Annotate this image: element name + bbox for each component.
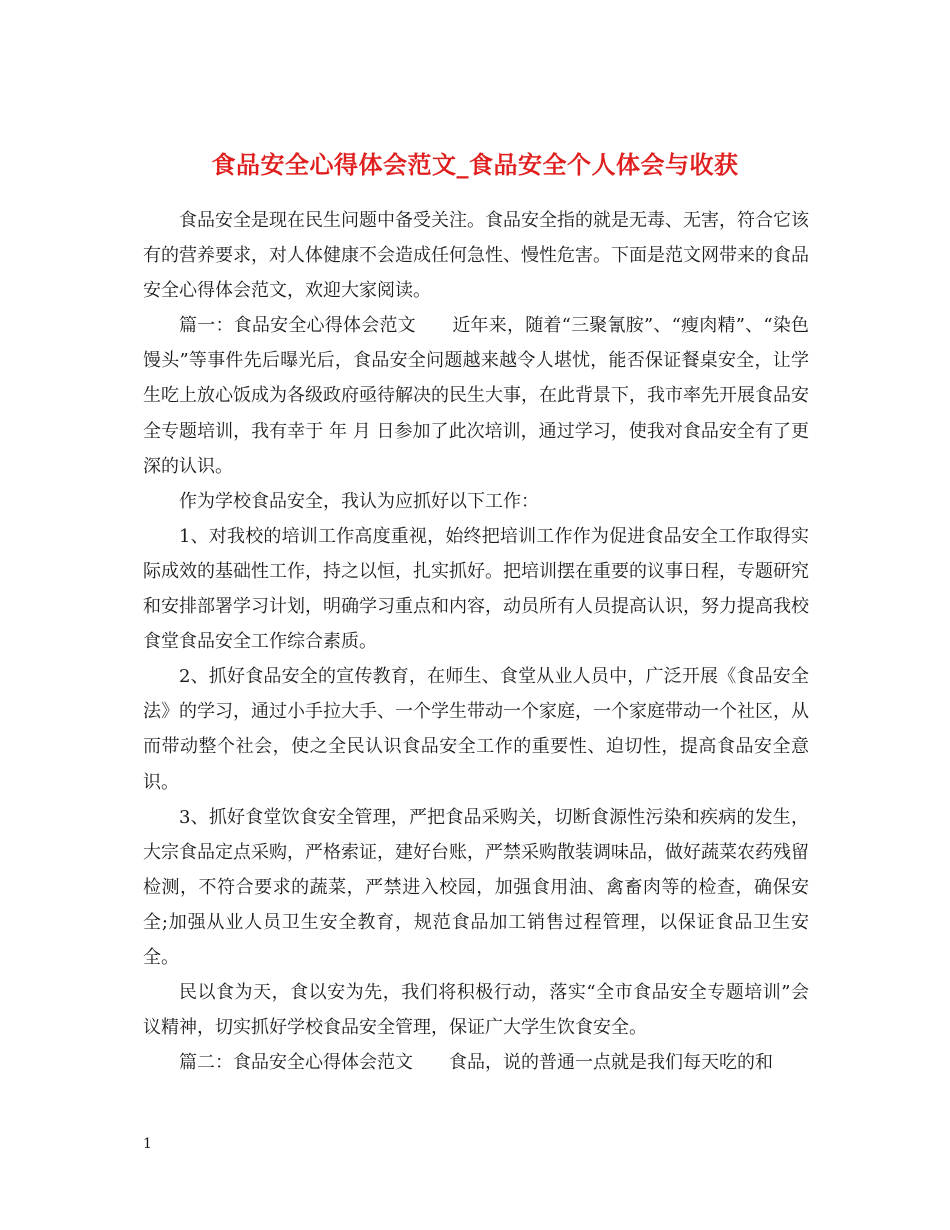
paragraph-part-one: 篇一：食品安全心得体会范文 近年来，随着“三聚氰胺”、“瘦肉精”、“染色馒头”等事件先后曝光后，食品安全问题越来越令人堪忧，能否保证餐桌安全，让学生吃上放心饭成为各级政府亟待解决的民生大事，在此背景下，我市率先开展食品安全专题培训，我有幸于 年 月 日参加了此次培训，通过学习，使我对食品安全有了更深的认识。	[143, 315, 809, 477]
page-number: 1	[143, 1136, 152, 1152]
paragraph-part-two: 篇二：食品安全心得体会范文 食品，说的普通一点就是我们每天吃的和	[179, 1052, 773, 1074]
paragraph-item-2: 2、抓好食品安全的宣传教育，在师生、食堂从业人员中，广泛开展《食品安全法》的学习，通过小手拉大手、一个学生带动一个家庭，一个家庭带动一个社区，从而带动整个社会，使之全民认识食品安全工作的重要性、迫切性，提高食品安全意识。	[143, 666, 809, 793]
document-title: 食品安全心得体会范文_食品安全个人体会与收获	[211, 150, 739, 180]
paragraph-item-3: 3、抓好食堂饮食安全管理，严把食品采购关，切断食源性污染和疾病的发生，大宗食品定点采购，严格索证，建好台账，严禁采购散装调味品，做好蔬菜农药残留检测，不符合要求的蔬菜，严禁进入校园，加强食用油、禽畜肉等的检查，确保安全;加强从业人员卫生安全教育，规范食品加工销售过程管理，以保证食品卫生安全。	[143, 806, 809, 968]
document-body	[143, 203, 809, 1080]
paragraph-intro: 食品安全是现在民生问题中备受关注。食品安全指的就是无毒、无害，符合它该有的营养要求，对人体健康不会造成任何急性、慢性危害。下面是范文网带来的食品安全心得体会范文，欢迎大家阅读。	[143, 210, 809, 302]
paragraph-conclusion: 民以食为天，食以安为先，我们将积极行动，落实“全市食品安全专题培训”会议精神，切实抓好学校食品安全管理，保证广大学生饮食安全。	[143, 982, 809, 1039]
paragraph-work-intro: 作为学校食品安全，我认为应抓好以下工作：	[179, 490, 539, 512]
paragraph-item-1: 1、对我校的培训工作高度重视，始终把培训工作作为促进食品安全工作取得实际成效的基础性工作，持之以恒，扎实抓好。把培训摆在重要的议事日程，专题研究和安排部署学习计划，明确学习重点和内容，动员所有人员提高认识，努力提高我校食堂食品安全工作综合素质。	[143, 525, 809, 653]
